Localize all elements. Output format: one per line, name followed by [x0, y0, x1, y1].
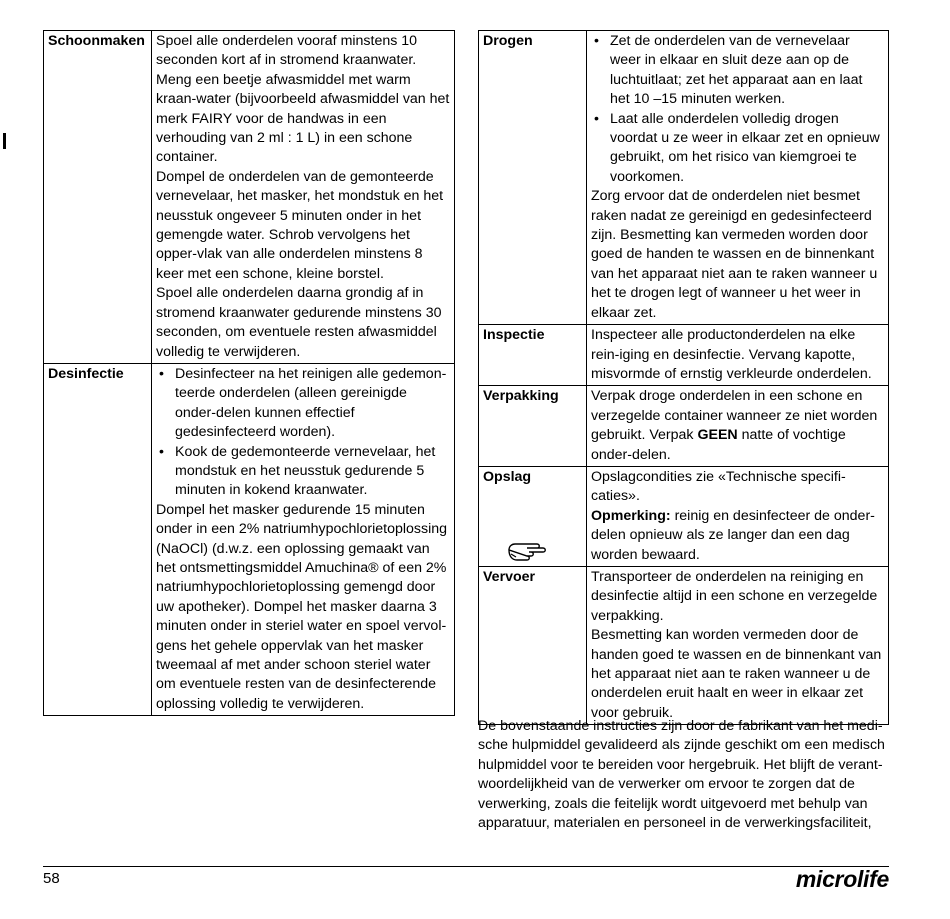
paragraph: Spoel alle onderdelen daarna grondig af in stromend kraanwater gedurende minstens 30 seconden, om eventuele resten afwasmiddel volledig te verwijderen.	[156, 285, 442, 360]
paragraph: Transporteer de onderdelen na reiniging en desinfectie altijd in een schone en verzegelde verpakking.	[591, 568, 878, 624]
row-content	[587, 466, 889, 566]
table-row-desinfectie	[44, 363, 455, 715]
right-column	[478, 30, 889, 725]
paragraph: Besmetting kan worden vermeden door de handen goed te wassen en de binnenkant van het apparaat niet aan te raken wanneer u de onderdelen eruit haalt en weer in elkaar zet voor gebruik.	[591, 627, 882, 721]
note-text: reinig en desinfecteer de onder-delen opnieuw als ze langer dan een dag worden bewaard.	[591, 507, 875, 563]
paragraph: Zorg ervoor dat de onderdelen niet besmet raken nadat ze gereinigd en gedesinfecteerd zijn. Besmetting kan vermeden worden door goed de handen te wassen en de binnenkant van het apparaat niet aan te raken wanneer u het te drogen legt of wanneer u het weer in elkaar zet.	[591, 188, 878, 321]
row-heading: Drogen	[479, 31, 587, 325]
row-heading: Schoonmaken	[44, 31, 152, 364]
paragraph: Meng een beetje afwasmiddel met warm kraan-water (bijvoorbeeld afwasmiddel van het merk FAIRY voor de handwas in een verhouding van 2 ml : 1 L) in een schone container.	[156, 71, 450, 166]
row-heading	[479, 466, 587, 566]
paragraph: Dompel de onderdelen van de gemonteerde vernevelaar, het masker, het mondstuk en het neusstuk ongeveer 5 minuten onder in het gemengde water. Schrob vervolgens het opper-vlak van alle onderdelen minstens 8 keer met een schone, kleine borstel.	[156, 168, 444, 282]
paragraph: Spoel alle onderdelen vooraf minstens 10 seconden kort af in stromend kraanwater.	[156, 33, 418, 69]
emphasis-text: GEEN	[697, 427, 738, 444]
validation-paragraph: De bovenstaande instructies zijn door de fabrikant van het medi-sche hulpmiddel gevalideerd als zijnde geschikt om een medisch hulpmiddel voor te bereiden voor hergebruik. Het blijft de verant-woordelijkheid van de verwerker om ervoor te zorgen dat de verwerking, zoals die feitelijk wordt uitgevoerd met behulp van apparatuur, materialen en personeel in de verwerkingsfaciliteit,	[478, 718, 885, 832]
left-instruction-table	[43, 30, 455, 716]
left-column	[43, 30, 455, 716]
margin-marker	[3, 133, 6, 149]
table-row-drogen	[479, 31, 889, 325]
paragraph	[591, 387, 884, 465]
pointing-hand-icon	[507, 538, 551, 564]
note-label: Opmerking:	[591, 507, 671, 524]
table-row-verpakking	[479, 386, 889, 467]
row-content	[587, 386, 889, 467]
bullet-list	[156, 365, 450, 501]
page-number: 58	[43, 870, 60, 887]
row-heading: Inspectie	[479, 325, 587, 386]
row-content	[587, 31, 889, 325]
row-heading-label: Opslag	[483, 468, 532, 485]
row-heading: Vervoer	[479, 566, 587, 724]
right-instruction-table	[478, 30, 889, 725]
note-paragraph	[591, 507, 884, 565]
table-row-inspectie	[479, 325, 889, 386]
paragraph: Dompel het masker gedurende 15 minuten onder in een 2% natriumhypochlorietoplossing (NaOCl) (d.w.z. een oplossing gemaakt van het ontsmettingsmiddel Amuchina® of een 2% natriumhypochlorietoplossing gemengd door uw apotheker). Dompel het masker daarna 3 minuten onder in steriel water en spoel vervol-gens het gehele oppervlak van het masker tweemaal af met ander schoon steriel water om eventuele resten van de desinfecterende oplossing volledig te verwijderen.	[156, 501, 448, 712]
table-row-schoonmaken	[44, 31, 455, 364]
table-row-opslag	[479, 466, 889, 566]
row-content	[587, 566, 889, 724]
row-heading: Desinfectie	[44, 363, 152, 715]
row-heading: Verpakking	[479, 386, 587, 467]
brand-logo: microlife	[795, 866, 889, 892]
list-item: • Desinfecteer na het reinigen alle gedemon-teerde onderdelen (alleen gereinigde onder-delen kunnen effectief gedesinfecteerd worden).	[156, 365, 450, 443]
text-run: natte of vochtige onder-delen.	[591, 427, 846, 463]
list-item: • Zet de onderdelen van de vernevelaar weer in elkaar en sluit deze aan op de luchtuitlaat; zet het apparaat aan en laat het 10 –15 minuten werken.	[591, 32, 884, 110]
paragraph: Inspecteer alle productonderdelen na elke rein-iging en desinfectie. Vervang kapotte, misvormde of ernstig verkleurde onderdelen.	[591, 327, 872, 382]
paragraph: Opslagcondities zie «Technische specifi-caties».	[591, 468, 846, 505]
table-row-vervoer	[479, 566, 889, 724]
list-item: • Kook de gedemonteerde vernevelaar, het mondstuk en het neusstuk gedurende 5 minuten in kokend kraanwater.	[156, 443, 450, 501]
footer-divider	[43, 866, 889, 867]
text-run: Verpak droge onderdelen in een schone en verzegelde container wanneer ze niet worden gebruikt. Verpak	[591, 388, 878, 444]
list-item: • Laat alle onderdelen volledig drogen voordat u ze weer in elkaar zet en opnieuw gebruikt, om het risico van kiemgroei te voorkomen.	[591, 110, 884, 188]
row-content	[587, 325, 889, 386]
bullet-list	[591, 32, 884, 187]
row-content	[152, 31, 455, 364]
row-content	[152, 363, 455, 715]
